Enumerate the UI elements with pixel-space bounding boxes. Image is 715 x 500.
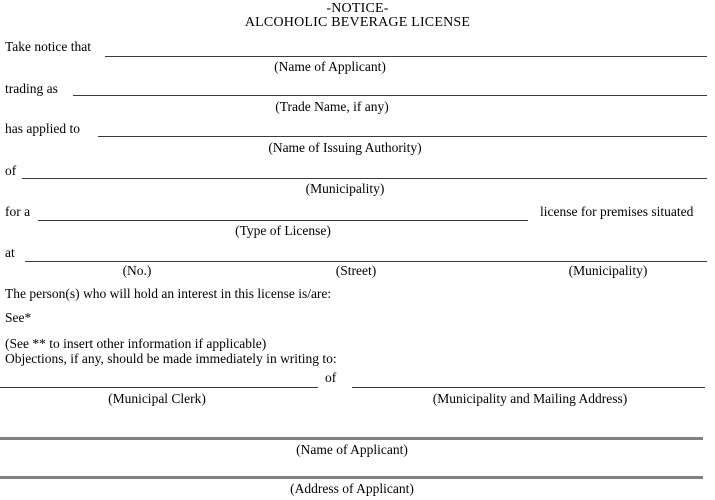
- clerk-of-connector: of: [325, 370, 337, 385]
- license-premises-text: license for premises situated: [540, 204, 694, 219]
- municipality-mailing-address-caption: (Municipality and Mailing Address): [432, 391, 628, 406]
- signature-name-field[interactable]: [0, 437, 703, 440]
- for-a-label: for a: [5, 204, 31, 219]
- signature-name-caption: (Name of Applicant): [296, 442, 408, 457]
- premises-street-caption: (Street): [335, 263, 377, 278]
- has-applied-to-label: has applied to: [5, 121, 80, 136]
- interest-holders-text: The person(s) who will hold an interest in this license is/are:: [5, 286, 332, 301]
- see-note-text: See*: [5, 310, 32, 325]
- license-type-field[interactable]: [38, 220, 528, 221]
- applicant-name-caption: (Name of Applicant): [274, 59, 386, 74]
- of-municipality-label: of: [5, 163, 17, 178]
- license-type-caption: (Type of License): [235, 223, 331, 238]
- form-title: -NOTICE-: [326, 1, 389, 16]
- issuing-authority-caption: (Name of Issuing Authority): [268, 140, 422, 155]
- municipality-caption: (Municipality): [305, 181, 385, 196]
- municipality-mailing-address-field[interactable]: [352, 387, 705, 388]
- municipality-field[interactable]: [22, 178, 707, 179]
- take-notice-label: Take notice that: [5, 39, 92, 54]
- objections-text: Objections, if any, should be made immediately in writing to:: [5, 351, 337, 366]
- premises-no-caption: (No.): [122, 263, 152, 278]
- signature-address-field[interactable]: [0, 476, 703, 479]
- issuing-authority-field[interactable]: [98, 136, 707, 137]
- see-other-info-text: (See ** to insert other information if applicable): [5, 336, 267, 351]
- trade-name-caption: (Trade Name, if any): [275, 99, 389, 114]
- form-subtitle: ALCOHOLIC BEVERAGE LICENSE: [244, 15, 471, 30]
- at-label: at: [5, 245, 15, 260]
- municipal-clerk-field[interactable]: [0, 387, 318, 388]
- trading-as-label: trading as: [5, 81, 58, 96]
- applicant-name-field[interactable]: [105, 56, 707, 57]
- signature-address-caption: (Address of Applicant): [290, 481, 414, 496]
- municipal-clerk-caption: (Municipal Clerk): [108, 391, 206, 406]
- trade-name-field[interactable]: [73, 95, 707, 96]
- premises-address-field[interactable]: [25, 261, 707, 262]
- premises-municipality-caption: (Municipality): [568, 263, 648, 278]
